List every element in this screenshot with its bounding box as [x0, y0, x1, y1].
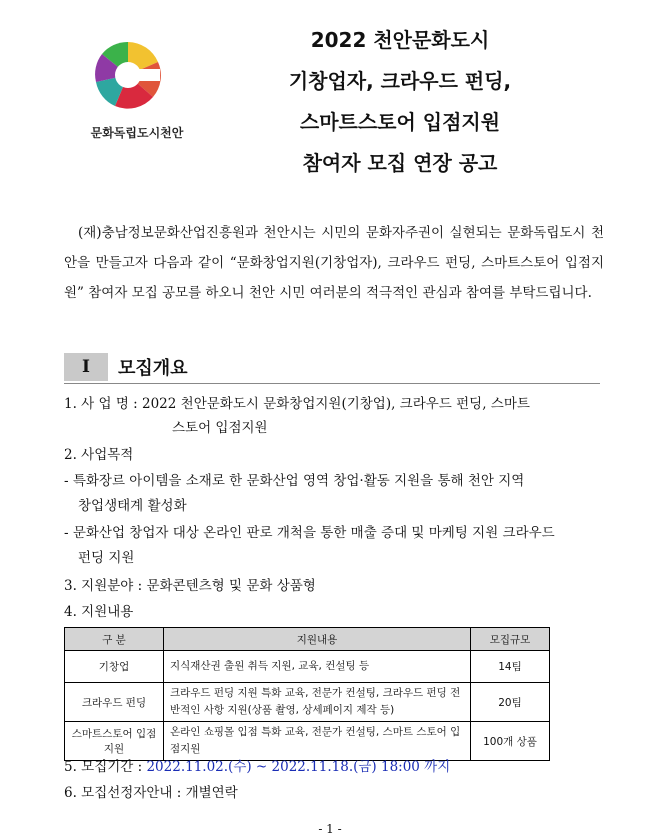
period-label: 5. 모집기간 : — [64, 759, 147, 775]
item-notice: 6. 모집선정자안내 : 개별연락 — [64, 785, 238, 801]
support-table — [64, 627, 550, 761]
item-business-name-cont: 스토어 입점지원 — [172, 420, 268, 436]
purpose-detail: - 특화장르 아이템을 소재로 한 문화산업 영역 창업·활동 지원을 통해 천안 지역 — [64, 473, 525, 489]
table-cell-category: 기창업 — [65, 651, 164, 683]
section-header — [64, 353, 188, 381]
table-cell-category: 스마트스토어 입점지원 — [65, 722, 164, 761]
item-business-name: 1. 사 업 명 : 2022 천안문화도시 문화창업지원(기창업), 크라우드 펀딩, 스마트 — [64, 396, 530, 412]
item-support: 4. 지원내용 — [64, 604, 134, 620]
table-cell-content: 지식재산권 출원 취득 지원, 교육, 컨설팅 등 — [164, 651, 471, 683]
table-cell-category: 크라우드 펀딩 — [65, 683, 164, 722]
title-line: 참여자 모집 연장 공고 — [302, 151, 498, 175]
table-header-row — [65, 628, 550, 651]
cheonan-logo — [93, 40, 163, 110]
table-header: 구 분 — [65, 628, 164, 651]
section-divider — [64, 383, 600, 384]
logo-caption: 문화독립도시천안 — [90, 126, 184, 140]
table-cell-content: 크라우드 펀딩 지원 특화 교육, 전문가 컨설팅, 크라우드 펀딩 전반적인 사항 지원(상품 촬영, 상세페이지 제작 등) — [164, 683, 471, 722]
title-line: 스마트스토어 입점지원 — [299, 110, 501, 134]
item-period — [64, 755, 450, 775]
table-row — [65, 683, 550, 722]
period-date: 2022.11.02.(수) ~ 2022.11.18.(금) 18:00 까지 — [146, 759, 451, 775]
intro-paragraph: (재)충남정보문화산업진흥원과 천안시는 시민의 문화자주권이 실현되는 문화독립도시 천안을 만들고자 다음과 같이 “문화창업지원(기창업자), 크라우드 펀딩, 스마트스토어 입점지원” 참여자 모집 공모를 하오니 천안 시민 여러분의 적극적인 관심과 참여를 부탁드립니다. — [64, 225, 604, 301]
title-line: 2022 천안문화도시 — [310, 28, 490, 52]
item-field: 3. 지원분야 : 문화콘텐츠형 및 문화 상품형 — [64, 578, 316, 594]
table-cell-content: 온라인 쇼핑몰 입점 특화 교육, 전문가 컨설팅, 스마트 스토어 입점지원 — [164, 722, 471, 761]
title-line: 기창업자, 크라우드 펀딩, — [288, 69, 512, 93]
purpose-detail-cont: 창업생태계 활성화 — [78, 498, 187, 514]
table-cell-scale: 14팀 — [471, 651, 550, 683]
section-title: 모집개요 — [118, 358, 188, 379]
table-header: 모집규모 — [471, 628, 550, 651]
announcement-title — [210, 20, 590, 184]
section-number: I — [64, 353, 108, 381]
table-cell-scale: 20팀 — [471, 683, 550, 722]
table-row — [65, 651, 550, 683]
table-header: 지원내용 — [164, 628, 471, 651]
item-purpose: 2. 사업목적 — [64, 447, 134, 463]
purpose-detail: - 문화산업 창업자 대상 온라인 판로 개척을 통한 매출 증대 및 마케팅 지원 크라우드 — [64, 525, 555, 541]
table-cell-scale: 100개 상품 — [471, 722, 550, 761]
page-number: - 1 - — [318, 822, 342, 836]
purpose-detail-cont: 펀딩 지원 — [78, 550, 135, 566]
